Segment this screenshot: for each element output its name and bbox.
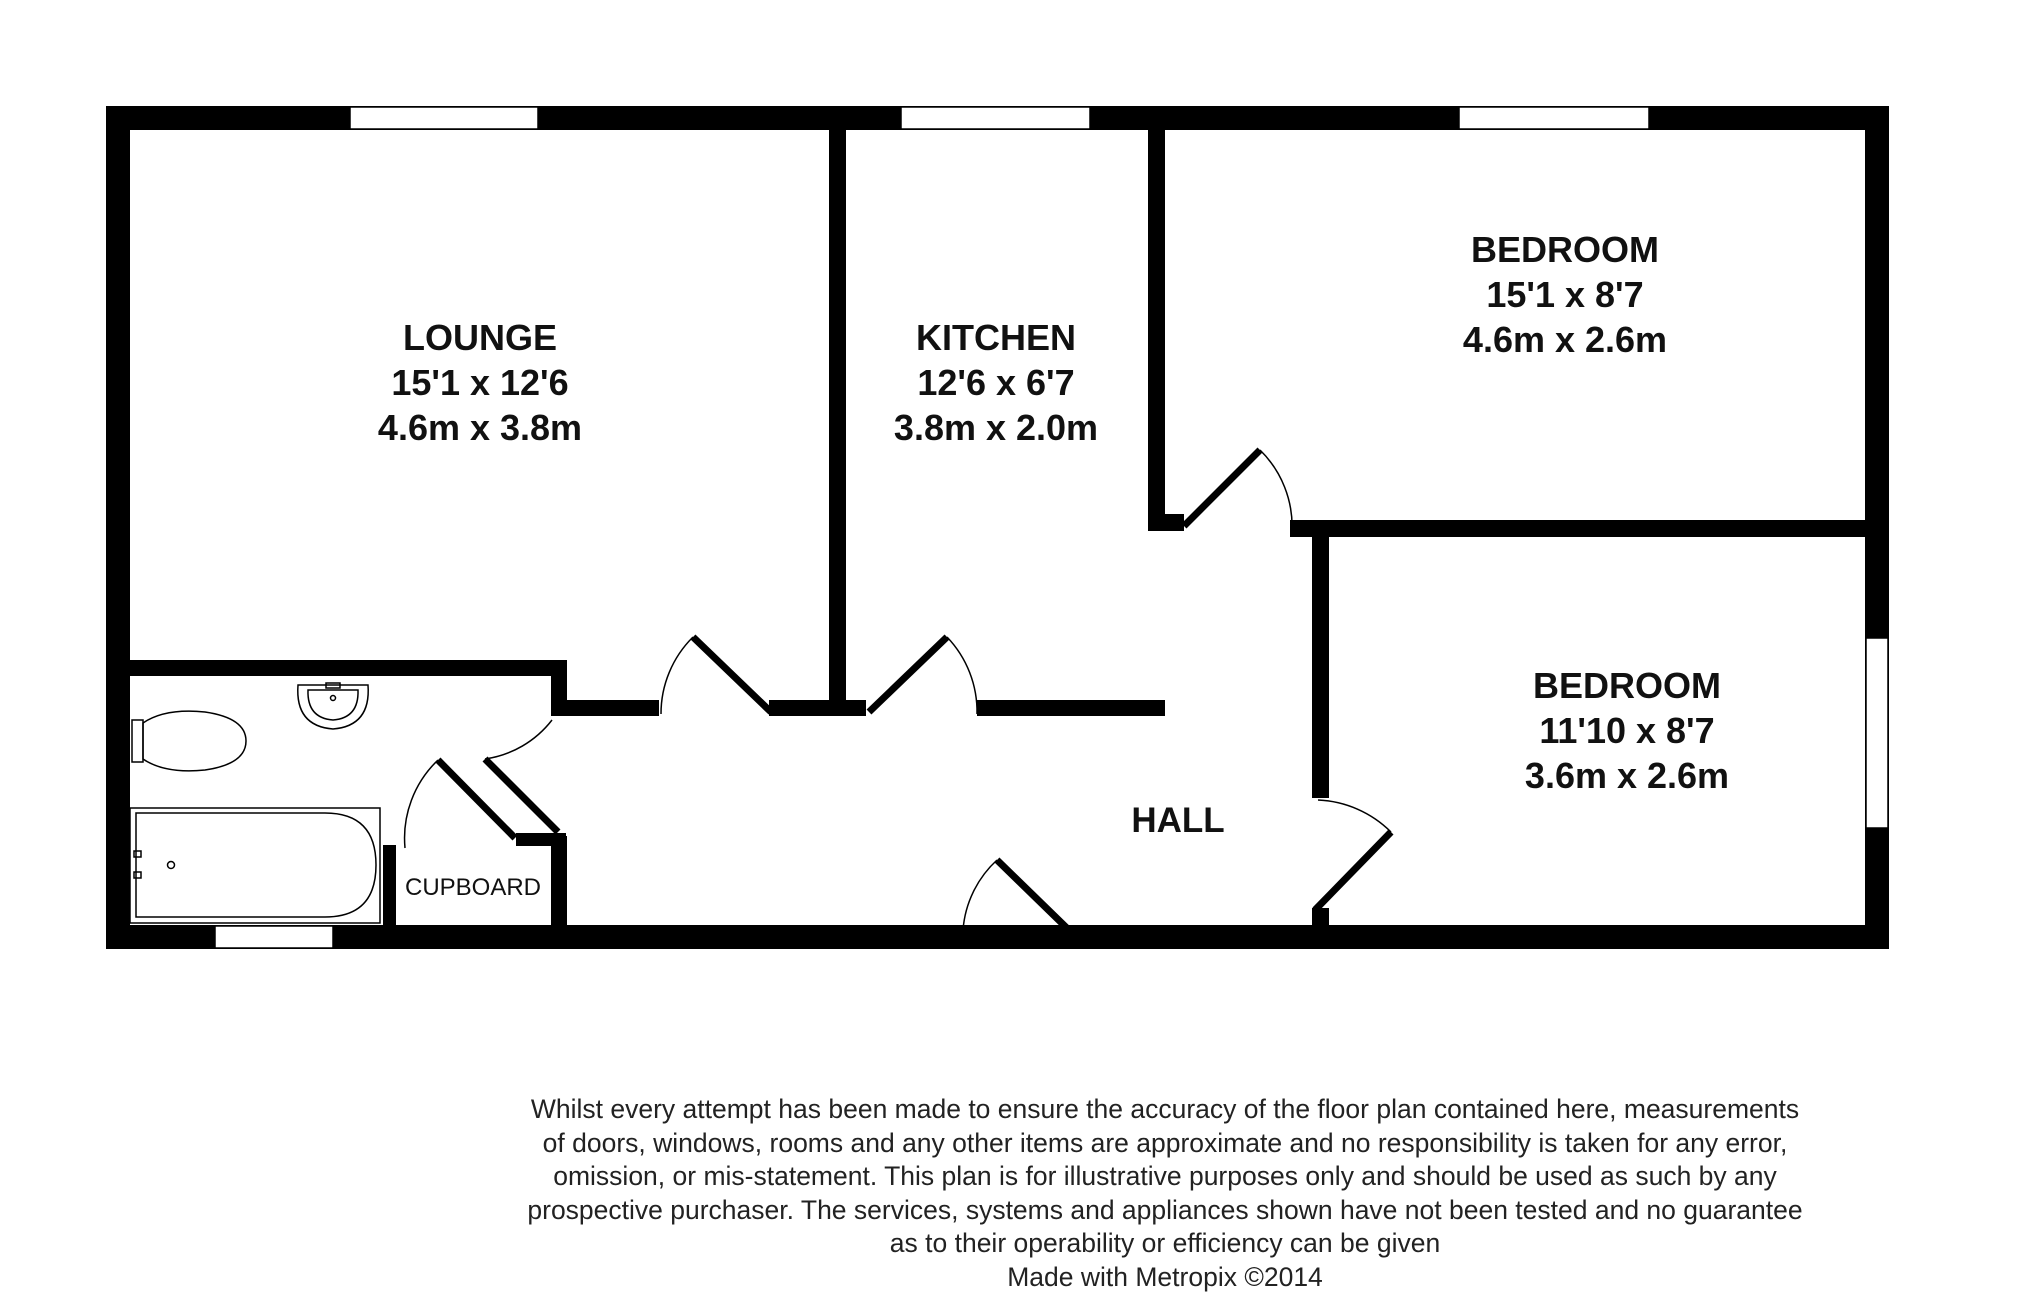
room-name-bedroom-2: BEDROOM — [1533, 665, 1721, 706]
door-bedroom-right — [1315, 800, 1391, 910]
door-entrance — [963, 860, 1073, 934]
window-kitchen — [901, 107, 1090, 129]
room-kitchen — [894, 317, 1098, 448]
disclaimer — [455, 1093, 1875, 1294]
window-bathroom — [215, 926, 333, 948]
window-bedroom-side — [1866, 638, 1888, 828]
room-imperial-bedroom-2: 11'10 x 8'7 — [1539, 710, 1715, 751]
room-imperial-lounge: 15'1 x 12'6 — [391, 362, 569, 403]
disclaimer-line: omission, or mis-statement. This plan is for illustrative purposes only and should be used as such by any — [553, 1161, 1777, 1191]
room-metric-bedroom-1: 4.6m x 2.6m — [1462, 319, 1668, 360]
disclaimer-line: Whilst every attempt has been made to ensure the accuracy of the floor plan contained here, measurements — [530, 1094, 1800, 1124]
window-bedroom-top — [1459, 107, 1649, 129]
window-lounge — [350, 107, 538, 129]
room-name-kitchen: KITCHEN — [916, 317, 1076, 358]
room-metric-kitchen: 3.8m x 2.0m — [893, 407, 1099, 448]
toilet — [132, 711, 246, 771]
door-lounge — [661, 637, 771, 714]
room-metric-lounge: 4.6m x 3.8m — [377, 407, 583, 448]
room-metric-bedroom-2: 3.6m x 2.6m — [1524, 755, 1730, 796]
room-name-bedroom-1: BEDROOM — [1471, 229, 1659, 270]
room-name-lounge: LOUNGE — [402, 317, 558, 358]
bath-tub — [130, 808, 380, 923]
room-bedroom-2 — [1525, 665, 1729, 796]
wash-basin — [298, 683, 368, 729]
room-lounge — [378, 317, 582, 448]
disclaimer-line: prospective purchaser. The services, systems and appliances shown have not been tested and no guarantee — [527, 1194, 1803, 1225]
metropix-credit: Made with Metropix ©2014 — [1007, 1261, 1323, 1292]
room-bedroom-1 — [1463, 229, 1667, 360]
room-imperial-kitchen: 12'6 x 6'7 — [917, 362, 1075, 403]
door-kitchen — [869, 637, 977, 714]
door-bedroom-top — [1184, 450, 1292, 531]
disclaimer-line: as to their operability or efficiency can be given — [889, 1228, 1441, 1258]
room-name-hall: HALL — [1131, 801, 1225, 840]
disclaimer-line: of doors, windows, rooms and any other items are approximate and no responsibility is taken for any error, — [542, 1127, 1788, 1158]
room-imperial-bedroom-1: 15'1 x 8'7 — [1486, 274, 1644, 315]
room-name-cupboard: CUPBOARD — [404, 874, 542, 901]
